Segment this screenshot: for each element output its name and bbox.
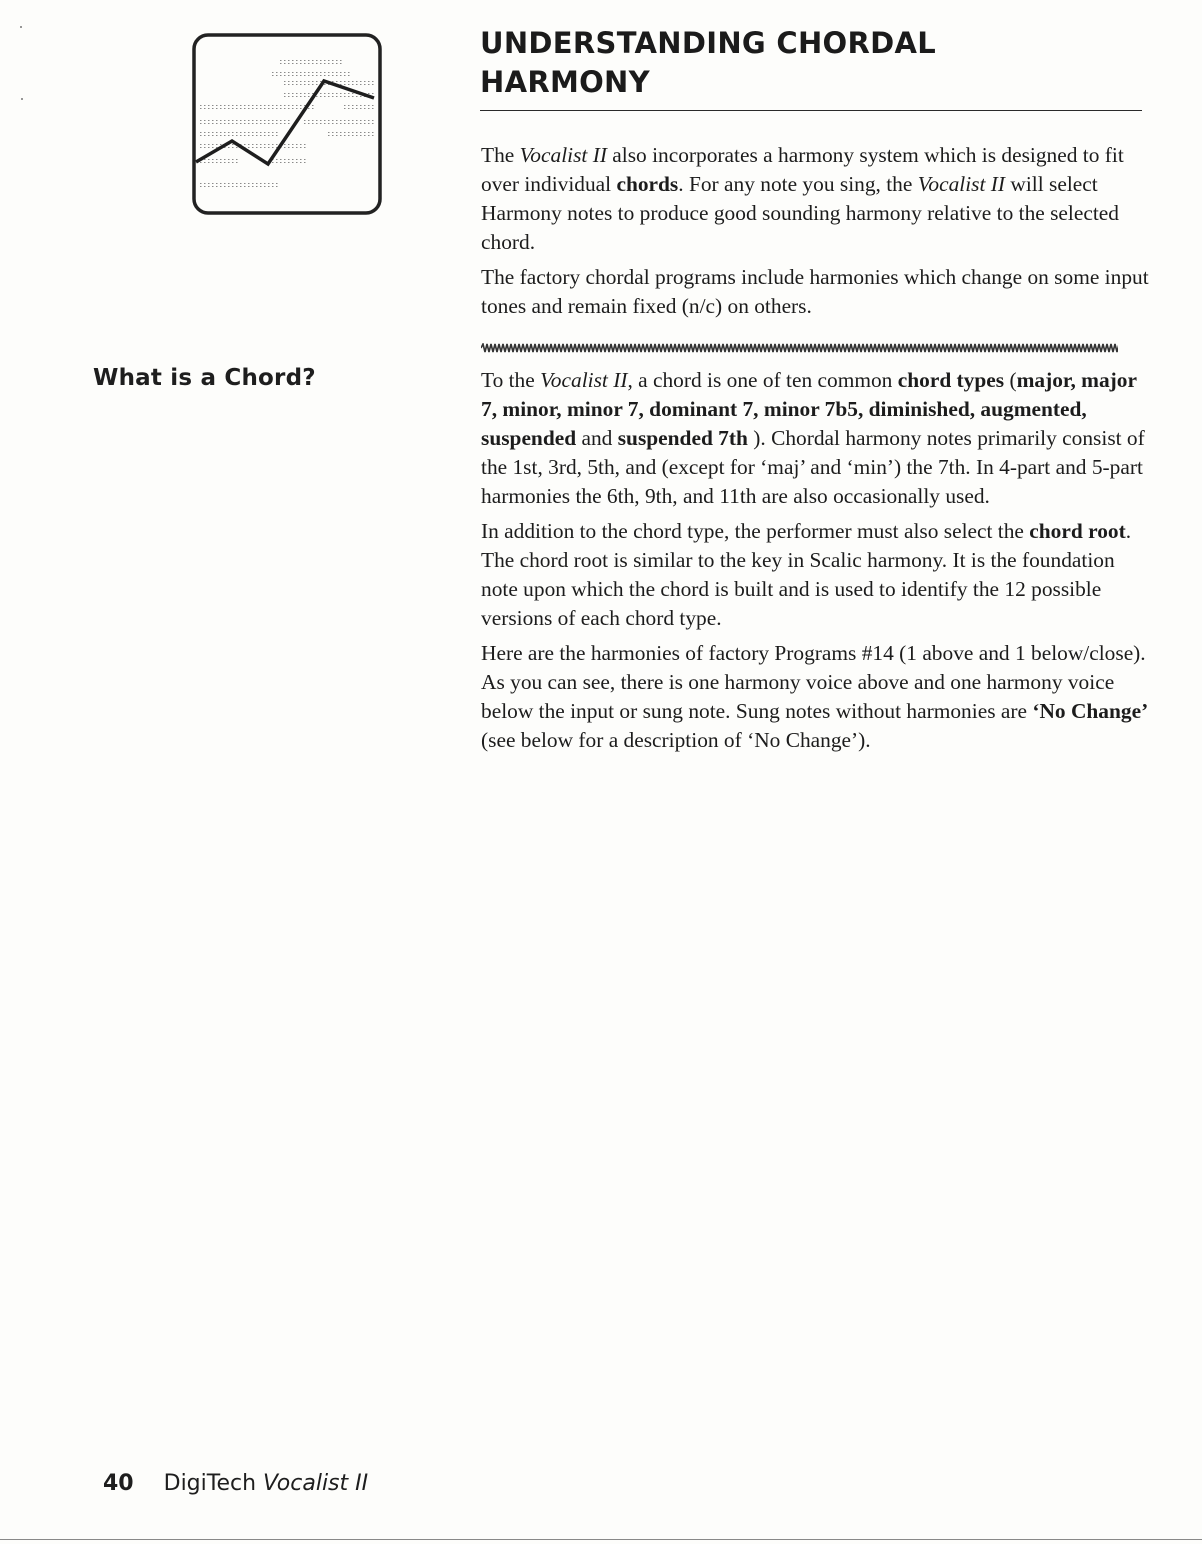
section-harmony-icon	[192, 33, 382, 215]
page-title-line-2: HARMONY	[480, 65, 650, 99]
chord-paragraph-3: Here are the harmonies of factory Programs #14 (1 above and 1 below/close). As you can see, there is one harmony voice above and one harmony voice below the input or sung note. Sung notes without harmonies are ‘No Change’ (see below for a description of ‘No Change’).	[481, 641, 1149, 752]
side-heading-what-is-a-chord: What is a Chord?	[93, 365, 316, 391]
intro-paragraph-1: The Vocalist II also incorporates a harmony system which is designed to fit over individual chords. For any note you sing, the Vocalist II will select Harmony notes to produce good sounding harmony relative to the selected chord.	[481, 143, 1124, 254]
footer-brand: DigiTech	[163, 1471, 257, 1496]
term-no-change: ‘No Change’	[1032, 699, 1149, 723]
footer-product: Vocalist II	[263, 1471, 369, 1496]
term-chords: chords	[616, 172, 679, 196]
term-chord-root: chord root	[1029, 519, 1126, 543]
page-title	[480, 24, 1145, 102]
chord-paragraph-1: To the Vocalist II, a chord is one of ten common chord types (major, major 7, minor, minor 7, dominant 7, minor 7b5, diminished, augmented, suspended and suspended 7th ). Chordal harmony notes primarily consist of the 1st, 3rd, 5th, and (except for ‘maj’ and ‘min’) the 7th. In 4-part and 5-part harmonies the 6th, 9th, and 11th are also occasionally used.	[481, 368, 1145, 508]
chord-type-suspended-7th: suspended 7th	[617, 426, 748, 450]
page-title-line-1: UNDERSTANDING CHORDAL	[480, 26, 937, 60]
intro-section	[481, 141, 1149, 327]
chord-paragraph-2: In addition to the chord type, the performer must also select the chord root. The chord root is similar to the key in Scalic harmony. It is the foundation note upon which the chord is built and is used to identify the 12 possible versions of each chord type.	[481, 519, 1132, 630]
page-bottom-edge	[0, 1539, 1202, 1540]
intro-paragraph-2: The factory chordal programs include harmonies which change on some input tones and remain fixed (n/c) on others.	[481, 265, 1149, 318]
page-number: 40	[103, 1471, 134, 1496]
chord-type-list: major, major 7, minor, minor 7, dominant 7, minor 7b5, diminished, augmented, suspended	[481, 368, 1137, 450]
product-name: Vocalist II	[917, 172, 1006, 196]
product-name: Vocalist II	[519, 143, 607, 167]
scan-speck	[21, 98, 23, 100]
title-rule	[480, 110, 1142, 111]
squiggle-divider	[481, 338, 1118, 348]
scan-speck	[20, 26, 22, 28]
chord-section	[481, 366, 1149, 761]
page-footer	[103, 1471, 368, 1496]
term-chord-types: chord types	[897, 368, 1005, 392]
product-name: Vocalist II	[540, 368, 628, 392]
